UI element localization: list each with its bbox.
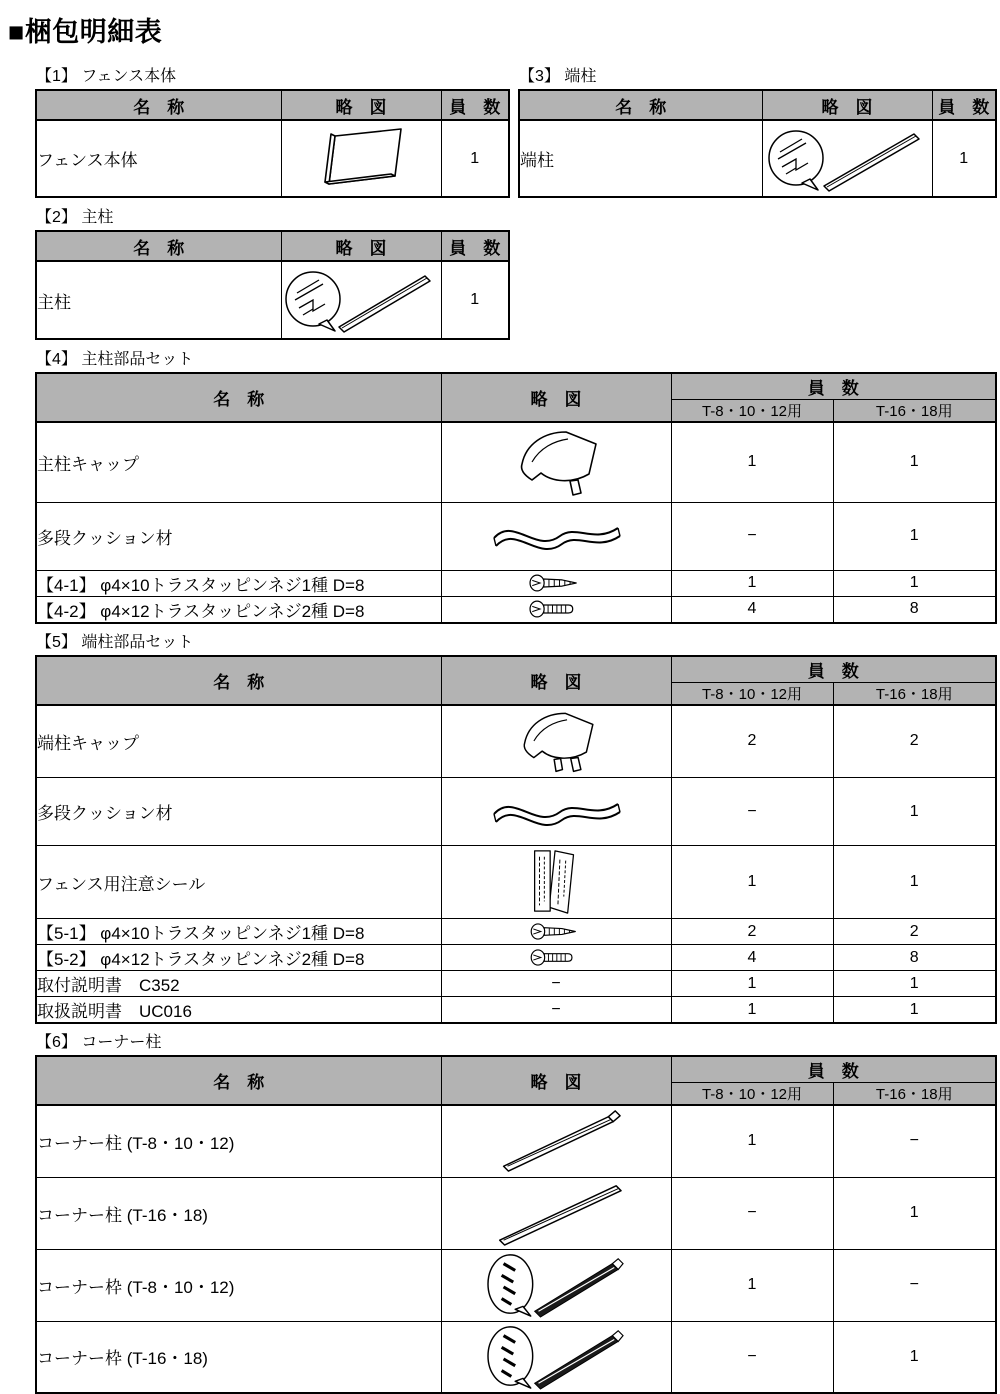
- item-diagram-cell: [281, 120, 441, 197]
- item-name: コーナー枠 (T-16・18): [36, 1321, 441, 1393]
- col-header-diagram: 略 図: [762, 90, 932, 120]
- table-row: [36, 570, 996, 596]
- table-corner-post: [35, 1055, 997, 1394]
- table-row: [36, 1105, 996, 1177]
- item-qty-size2: −: [833, 1105, 996, 1177]
- header-row: [36, 231, 509, 261]
- section-main-post-parts: [35, 346, 995, 624]
- item-diagram-cell: [441, 945, 671, 971]
- item-qty-size1: 2: [671, 919, 833, 945]
- col-header-size2: T-16・18用: [833, 682, 996, 705]
- table2-caption: 【2】 主柱: [36, 209, 114, 226]
- table-end-post-parts: [35, 655, 997, 1025]
- item-qty-size1: −: [671, 778, 833, 846]
- item-diagram-dash: −: [441, 997, 671, 1024]
- item-qty-size2: 1: [833, 971, 996, 997]
- item-qty-size2: 1: [833, 502, 996, 570]
- header-row: [36, 373, 996, 400]
- main-post-icon: [283, 264, 439, 336]
- col-header-name: 名 称: [36, 373, 441, 422]
- end-post-cap-icon: [508, 706, 604, 776]
- col-header-qty: 員 数: [671, 373, 996, 400]
- col-header-diagram: 略 図: [441, 373, 671, 422]
- item-qty-size1: 1: [671, 570, 833, 596]
- section-end-post-parts: [35, 629, 995, 1025]
- table-row: [36, 120, 509, 197]
- item-name: 多段クッション材: [36, 502, 441, 570]
- col-header-size1: T-8・10・12用: [671, 682, 833, 705]
- fence-panel-icon: [301, 124, 421, 194]
- item-qty-size1: −: [671, 502, 833, 570]
- item-qty: 1: [932, 120, 996, 197]
- table-row: [36, 971, 996, 997]
- section-main-post: [35, 204, 508, 340]
- col-header-qty: 員 数: [671, 656, 996, 683]
- table-main-post: [35, 230, 510, 340]
- corner-post-icon: [476, 1180, 636, 1246]
- item-diagram-dash: −: [441, 971, 671, 997]
- item-qty-size1: −: [671, 1177, 833, 1249]
- item-qty-size2: 8: [833, 945, 996, 971]
- item-name: 主柱: [36, 261, 281, 339]
- item-name: 端柱キャップ: [36, 705, 441, 778]
- screw-type1-icon: [525, 921, 587, 942]
- screw-type1-icon: [525, 572, 587, 594]
- corner-frame-icon: [476, 1323, 636, 1391]
- end-post-icon: [766, 123, 928, 195]
- table-row: [36, 705, 996, 778]
- item-qty-size1: 1: [671, 997, 833, 1024]
- item-diagram-cell: [441, 1249, 671, 1321]
- item-qty: 1: [441, 120, 509, 197]
- item-qty-size2: −: [833, 1249, 996, 1321]
- screw-type2-icon: [525, 598, 587, 620]
- table-row: [36, 261, 509, 339]
- item-qty-size1: 2: [671, 705, 833, 778]
- item-name: 多段クッション材: [36, 778, 441, 846]
- item-qty-size1: −: [671, 1321, 833, 1393]
- table-row: [36, 1321, 996, 1393]
- header-row: [519, 90, 996, 120]
- table-row: [36, 422, 996, 502]
- corner-frame-icon: [476, 1251, 636, 1319]
- caution-sticker-icon: [527, 848, 585, 916]
- table-row: [36, 919, 996, 945]
- item-qty-size1: 1: [671, 971, 833, 997]
- main-post-cap-icon: [508, 424, 604, 500]
- table5-caption: 【5】 端柱部品セット: [36, 633, 194, 651]
- item-name: コーナー柱 (T-16・18): [36, 1177, 441, 1249]
- content: [35, 63, 997, 1394]
- item-qty-size2: 1: [833, 997, 996, 1024]
- header-row: [36, 1056, 996, 1083]
- item-name: 取付説明書 C352: [36, 971, 441, 997]
- table-row: [36, 997, 996, 1024]
- table-row: [36, 502, 996, 570]
- item-qty-size2: 1: [833, 422, 996, 502]
- item-diagram-cell: [441, 1177, 671, 1249]
- item-diagram-cell: [441, 570, 671, 596]
- top-row: [35, 63, 997, 198]
- item-qty-size2: 1: [833, 570, 996, 596]
- item-qty-size1: 1: [671, 422, 833, 502]
- item-qty-size1: 4: [671, 945, 833, 971]
- col-header-size2: T-16・18用: [833, 1083, 996, 1106]
- header-row: [36, 656, 996, 683]
- table-row: [36, 846, 996, 919]
- col-header-name: 名 称: [36, 1056, 441, 1105]
- item-name: コーナー枠 (T-8・10・12): [36, 1249, 441, 1321]
- table-row: [36, 945, 996, 971]
- table-row: [36, 596, 996, 623]
- item-name: 【4-1】 φ4×10トラスタッピンネジ1種 D=8: [36, 570, 441, 596]
- corner-post-icon: [476, 1108, 636, 1174]
- item-qty-size2: 1: [833, 846, 996, 919]
- table-main-post-parts: [35, 372, 997, 624]
- item-name: 【5-2】 φ4×12トラスタッピンネジ2種 D=8: [36, 945, 441, 971]
- item-name: 主柱キャップ: [36, 422, 441, 502]
- table4-caption: 【4】 主柱部品セット: [36, 351, 194, 368]
- header-row: [36, 90, 509, 120]
- item-qty-size2: 1: [833, 1177, 996, 1249]
- cushion-icon: [488, 790, 624, 834]
- item-qty-size2: 2: [833, 705, 996, 778]
- item-qty-size2: 1: [833, 778, 996, 846]
- item-diagram-cell: [441, 705, 671, 778]
- item-qty: 1: [441, 261, 509, 339]
- item-diagram-cell: [441, 919, 671, 945]
- item-name: フェンス本体: [36, 120, 281, 197]
- item-name: フェンス用注意シール: [36, 846, 441, 919]
- table1-caption: 【1】 フェンス本体: [36, 68, 177, 85]
- item-name: 【5-1】 φ4×10トラスタッピンネジ1種 D=8: [36, 919, 441, 945]
- screw-type2-icon: [525, 947, 587, 968]
- item-name: コーナー柱 (T-8・10・12): [36, 1105, 441, 1177]
- item-diagram-cell: [441, 1105, 671, 1177]
- cushion-icon: [488, 514, 624, 558]
- item-diagram-cell: [441, 778, 671, 846]
- col-header-name: 名 称: [36, 656, 441, 705]
- item-diagram-cell: [762, 120, 932, 197]
- col-header-name: 名 称: [36, 231, 281, 261]
- col-header-diagram: 略 図: [441, 1056, 671, 1105]
- col-header-name: 名 称: [36, 90, 281, 120]
- item-name: 端柱: [519, 120, 762, 197]
- table6-caption: 【6】 コーナー柱: [36, 1034, 162, 1051]
- col-header-size1: T-8・10・12用: [671, 1083, 833, 1106]
- item-diagram-cell: [281, 261, 441, 339]
- item-diagram-cell: [441, 596, 671, 623]
- table-fence-body: [35, 89, 510, 198]
- item-name: 取扱説明書 UC016: [36, 997, 441, 1024]
- col-header-name: 名 称: [519, 90, 762, 120]
- item-qty-size1: 1: [671, 1105, 833, 1177]
- item-qty-size1: 4: [671, 596, 833, 623]
- item-qty-size2: 2: [833, 919, 996, 945]
- item-diagram-cell: [441, 846, 671, 919]
- item-diagram-cell: [441, 502, 671, 570]
- item-qty-size2: 1: [833, 1321, 996, 1393]
- item-qty-size1: 1: [671, 846, 833, 919]
- item-diagram-cell: [441, 1321, 671, 1393]
- item-qty-size2: 8: [833, 596, 996, 623]
- table3-caption: 【3】 端柱: [519, 68, 597, 85]
- section-corner-post: [35, 1029, 995, 1394]
- section-fence-body: [35, 63, 508, 198]
- section-end-post: [518, 63, 995, 198]
- page-title: ■梱包明細表: [8, 17, 163, 47]
- item-name: 【4-2】 φ4×12トラスタッピンネジ2種 D=8: [36, 596, 441, 623]
- col-header-diagram: 略 図: [281, 231, 441, 261]
- col-header-size2: T-16・18用: [833, 400, 996, 423]
- item-diagram-cell: [441, 422, 671, 502]
- col-header-qty: 員 数: [441, 231, 509, 261]
- col-header-qty: 員 数: [671, 1056, 996, 1083]
- item-qty-size1: 1: [671, 1249, 833, 1321]
- table-row: [36, 1177, 996, 1249]
- table-row: [36, 1249, 996, 1321]
- table-end-post: [518, 89, 997, 198]
- col-header-diagram: 略 図: [281, 90, 441, 120]
- table-row: [36, 778, 996, 846]
- col-header-diagram: 略 図: [441, 656, 671, 705]
- table-row: [519, 120, 996, 197]
- col-header-qty: 員 数: [932, 90, 996, 120]
- col-header-size1: T-8・10・12用: [671, 400, 833, 423]
- col-header-qty: 員 数: [441, 90, 509, 120]
